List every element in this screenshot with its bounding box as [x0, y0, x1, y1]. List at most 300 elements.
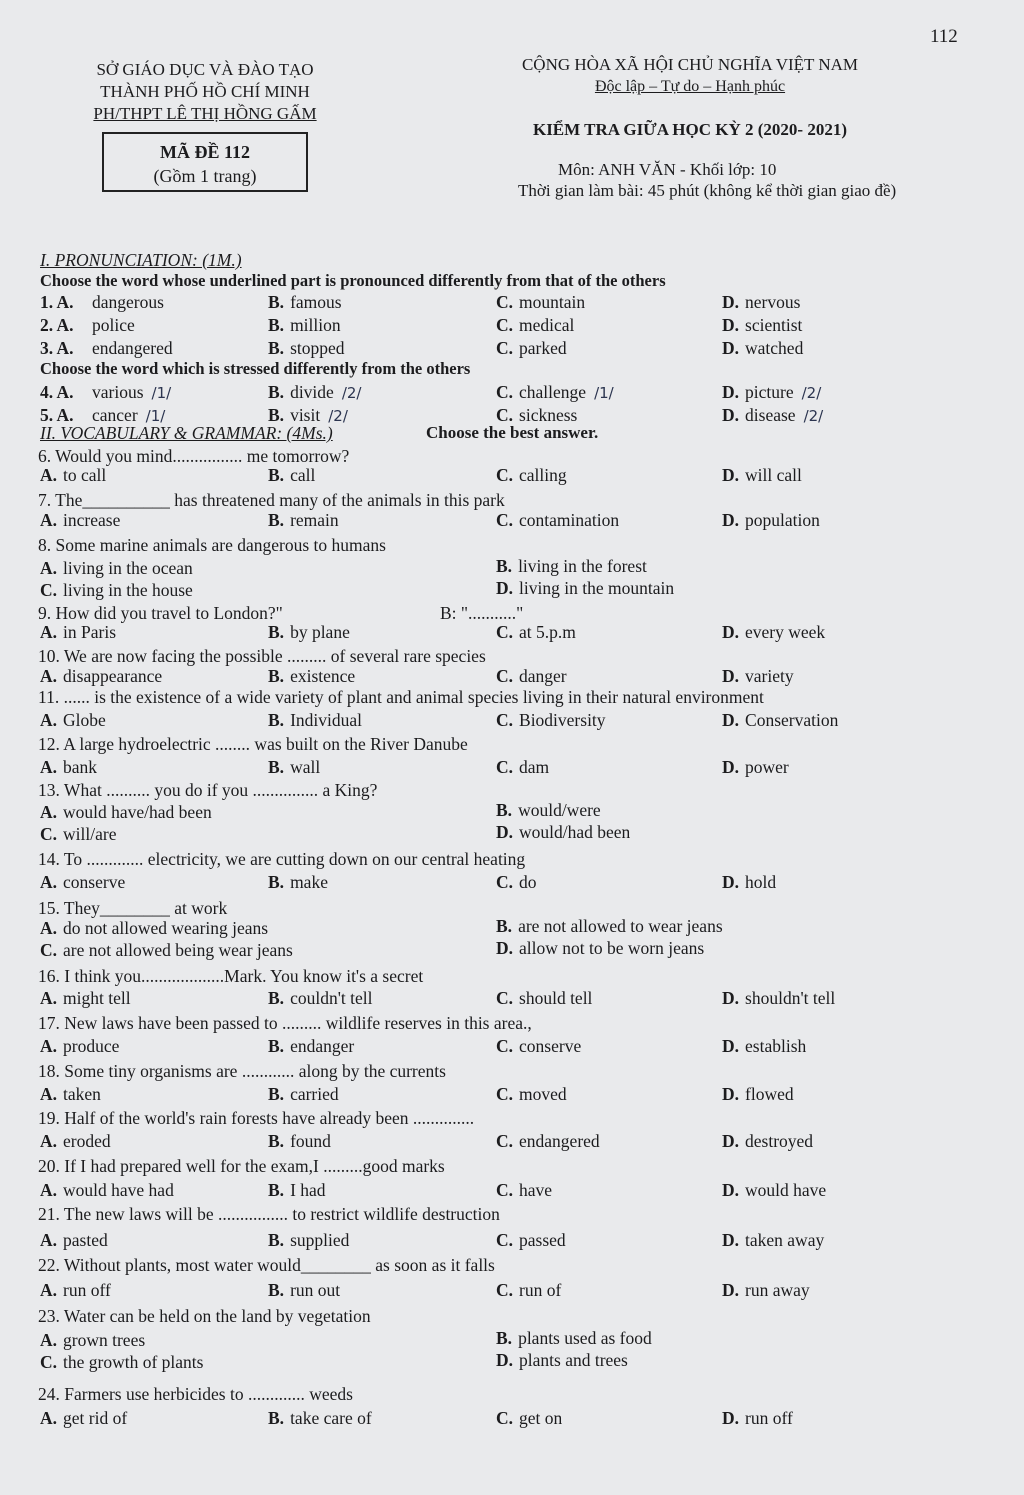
- q23-stem: 23. Water can be held on the land by vegetation: [38, 1306, 371, 1326]
- option-text: mountain: [519, 292, 586, 312]
- option-letter: D.: [722, 1280, 740, 1300]
- option-letter: B.: [268, 1408, 285, 1428]
- option-letter: B.: [268, 1280, 285, 1300]
- q16-option-c: [496, 988, 592, 1009]
- option-text: get on: [519, 1408, 563, 1428]
- q14-option-b: [268, 872, 328, 893]
- option-text: famous: [290, 292, 342, 312]
- option-letter: A.: [40, 872, 58, 892]
- option-text: run of: [519, 1280, 562, 1300]
- handwritten-mark: /2/: [341, 384, 362, 402]
- option-text: would have: [745, 1180, 827, 1200]
- q22-stem: 22. Without plants, most water would________ as soon as it falls: [38, 1255, 495, 1275]
- q5-number: 5. A.: [40, 405, 74, 425]
- option-letter: B.: [268, 382, 285, 402]
- option-letter: D.: [722, 757, 740, 777]
- q8-option-d: [496, 578, 674, 599]
- option-letter: A.: [40, 465, 58, 485]
- option-letter: D.: [722, 510, 740, 530]
- option-text: pasted: [63, 1230, 108, 1250]
- q13-stem: 13. What .......... you do if you ............... a King?: [38, 780, 378, 800]
- option-letter: C.: [496, 382, 514, 402]
- option-letter: D.: [496, 938, 514, 958]
- option-letter: B.: [268, 1084, 285, 1104]
- option-letter: D.: [722, 1230, 740, 1250]
- option-text: sickness: [519, 405, 578, 425]
- q24-option-a: [40, 1408, 127, 1429]
- q9-option-a: [40, 622, 116, 643]
- option-text: call: [290, 465, 316, 485]
- q20-stem: 20. If I had prepared well for the exam,I .........good marks: [38, 1156, 445, 1176]
- option-text: will/are: [63, 824, 117, 844]
- option-letter: C.: [496, 510, 514, 530]
- q19-option-b: [268, 1131, 331, 1152]
- option-letter: B.: [268, 1180, 285, 1200]
- option-text: calling: [519, 465, 567, 485]
- option-text: are not allowed to wear jeans: [518, 916, 723, 936]
- q14-option-a: [40, 872, 125, 893]
- option-letter: D.: [722, 1131, 740, 1151]
- q1-option-b: [268, 292, 342, 313]
- q13-option-c: [40, 824, 116, 845]
- option-text: various: [92, 382, 144, 402]
- q14-option-d: [722, 872, 776, 893]
- q23-option-c: [40, 1352, 203, 1373]
- q22-option-b: [268, 1280, 340, 1301]
- q19-stem: 19. Half of the world's rain forests have already been ..............: [38, 1108, 475, 1128]
- option-letter: A.: [40, 1036, 58, 1056]
- q16-option-a: [40, 988, 131, 1009]
- q1-option-d: [722, 292, 800, 313]
- section-2-label: II. VOCABULARY & GRAMMAR: (4Ms.): [40, 423, 333, 443]
- option-letter: A.: [40, 622, 58, 642]
- handwritten-mark: /1/: [594, 384, 614, 402]
- q15-option-b: [496, 916, 723, 937]
- option-letter: C.: [496, 315, 514, 335]
- q6-option-b: [268, 465, 315, 486]
- option-letter: C.: [496, 1280, 514, 1300]
- option-text: medical: [519, 315, 575, 335]
- option-letter: D.: [722, 315, 740, 335]
- option-letter: C.: [496, 622, 514, 642]
- q16-option-d: [722, 988, 835, 1009]
- option-letter: D.: [722, 338, 740, 358]
- option-letter: D.: [496, 822, 514, 842]
- q21-option-c: [496, 1230, 566, 1251]
- exam-code: MÃ ĐỀ 112: [160, 142, 250, 162]
- option-text: police: [92, 315, 135, 335]
- option-text: moved: [519, 1084, 567, 1104]
- q18-option-a: [40, 1084, 101, 1105]
- option-letter: B.: [496, 800, 513, 820]
- q24-option-d: [722, 1408, 793, 1429]
- option-text: wall: [290, 757, 321, 777]
- option-text: I had: [290, 1180, 326, 1200]
- option-text: will call: [745, 465, 802, 485]
- option-letter: C.: [496, 710, 514, 730]
- option-text: hold: [745, 872, 777, 892]
- dept-line2: THÀNH PHỐ HỒ CHÍ MINH: [100, 82, 310, 101]
- q5-option-d: [722, 405, 823, 426]
- option-text: destroyed: [745, 1131, 814, 1151]
- q12-option-a: [40, 757, 97, 778]
- q12-option-d: [722, 757, 789, 778]
- option-text: run away: [745, 1280, 810, 1300]
- q23-option-a: [40, 1330, 145, 1351]
- option-text: conserve: [519, 1036, 582, 1056]
- option-text: run off: [745, 1408, 793, 1428]
- option-text: population: [745, 510, 820, 530]
- option-text: do not allowed wearing jeans: [63, 918, 269, 938]
- q18-stem: 18. Some tiny organisms are ............ along by the currents: [38, 1061, 446, 1081]
- q13-option-b: [496, 800, 601, 821]
- option-text: grown trees: [63, 1330, 146, 1350]
- option-text: Conservation: [745, 710, 839, 730]
- option-letter: C.: [496, 405, 514, 425]
- option-text: challenge: [519, 382, 587, 402]
- option-letter: A.: [40, 802, 58, 822]
- q22-option-d: [722, 1280, 810, 1301]
- q4-option-b: [268, 382, 361, 403]
- q4-option-a: [92, 382, 171, 403]
- q21-stem: 21. The new laws will be ................ to restrict wildlife destruction: [38, 1204, 500, 1224]
- handwritten-mark: /1/: [145, 407, 166, 425]
- q15-stem: 15. They________ at work: [38, 898, 228, 918]
- option-text: allow not to be worn jeans: [519, 938, 705, 958]
- option-letter: D.: [722, 1036, 740, 1056]
- option-text: power: [745, 757, 789, 777]
- q12-option-b: [268, 757, 320, 778]
- q2-option-a: [92, 315, 135, 336]
- q11-option-b: [268, 710, 362, 731]
- q2-number: 2. A.: [40, 315, 74, 335]
- option-letter: D.: [496, 578, 514, 598]
- section-1-instruction-a: Choose the word whose underlined part is pronounced differently from that of the others: [40, 271, 666, 290]
- q6-option-c: [496, 465, 567, 486]
- handwritten-mark: /2/: [803, 407, 824, 425]
- q20-option-d: [722, 1180, 826, 1201]
- school-name: PH/THPT LÊ THỊ HỒNG GẤM: [93, 104, 317, 123]
- option-text: danger: [519, 666, 567, 686]
- q9-reply: B: "...........": [440, 603, 524, 623]
- option-letter: C.: [40, 824, 58, 844]
- q11-stem: 11. ...... is the existence of a wide variety of plant and animal species living in their natural environment: [38, 687, 764, 707]
- option-text: in Paris: [63, 622, 117, 642]
- option-text: conserve: [63, 872, 126, 892]
- q9-option-b: [268, 622, 350, 643]
- option-text: eroded: [63, 1131, 111, 1151]
- option-text: establish: [745, 1036, 807, 1056]
- option-text: would have/had been: [63, 802, 212, 822]
- option-text: passed: [519, 1230, 566, 1250]
- section-1-instruction-b: Choose the word which is stressed differently from the others: [40, 359, 471, 378]
- q23-option-d: [496, 1350, 628, 1371]
- q12-stem: 12. A large hydroelectric ........ was built on the River Danube: [38, 734, 468, 754]
- q24-option-b: [268, 1408, 372, 1429]
- option-letter: D.: [722, 710, 740, 730]
- option-letter: D.: [722, 872, 740, 892]
- q17-option-c: [496, 1036, 581, 1057]
- option-text: are not allowed being wear jeans: [63, 940, 293, 960]
- option-letter: A.: [40, 1131, 58, 1151]
- option-letter: B.: [268, 872, 285, 892]
- option-text: picture: [745, 382, 794, 402]
- option-text: would have had: [63, 1180, 174, 1200]
- option-letter: B.: [268, 1131, 285, 1151]
- q9-option-d: [722, 622, 825, 643]
- q19-option-a: [40, 1131, 111, 1152]
- option-letter: D.: [722, 1084, 740, 1104]
- option-letter: B.: [268, 338, 285, 358]
- q3-option-c: [496, 338, 567, 359]
- q21-option-d: [722, 1230, 824, 1251]
- q7-option-a: [40, 510, 120, 531]
- option-text: flowed: [745, 1084, 794, 1104]
- option-letter: C.: [40, 1352, 58, 1372]
- q17-option-d: [722, 1036, 806, 1057]
- option-text: million: [290, 315, 341, 335]
- handwritten-mark: /1/: [151, 384, 172, 402]
- q1-option-c: [496, 292, 585, 313]
- option-text: do: [519, 872, 537, 892]
- q16-option-b: [268, 988, 372, 1009]
- option-text: by plane: [290, 622, 350, 642]
- option-letter: A.: [40, 710, 58, 730]
- option-letter: C.: [496, 666, 514, 686]
- option-text: the growth of plants: [63, 1352, 204, 1372]
- option-text: visit: [290, 405, 321, 425]
- option-text: living in the forest: [518, 556, 647, 576]
- q7-stem: 7. The__________ has threatened many of the animals in this park: [38, 490, 505, 510]
- option-text: Individual: [290, 710, 362, 730]
- option-text: plants used as food: [518, 1328, 652, 1348]
- option-text: plants and trees: [519, 1350, 628, 1370]
- page-count: (Gồm 1 trang): [153, 166, 257, 186]
- q15-option-a: [40, 918, 268, 939]
- option-letter: A.: [40, 666, 58, 686]
- option-letter: C.: [496, 292, 514, 312]
- q18-option-d: [722, 1084, 794, 1105]
- option-text: living in the ocean: [63, 558, 193, 578]
- q9-stem: 9. How did you travel to London?": [38, 603, 283, 623]
- option-text: living in the mountain: [519, 578, 675, 598]
- q10-stem: 10. We are now facing the possible ......... of several rare species: [38, 646, 486, 666]
- option-letter: A.: [40, 1084, 58, 1104]
- option-text: would/were: [518, 800, 601, 820]
- q7-option-b: [268, 510, 339, 531]
- option-text: watched: [745, 338, 804, 358]
- option-letter: C.: [40, 580, 58, 600]
- option-letter: D.: [722, 382, 740, 402]
- option-text: get rid of: [63, 1408, 128, 1428]
- q4-option-d: [722, 382, 821, 403]
- option-text: increase: [63, 510, 121, 530]
- option-text: shouldn't tell: [745, 988, 836, 1008]
- option-letter: C.: [496, 1131, 514, 1151]
- q20-option-c: [496, 1180, 552, 1201]
- option-text: would/had been: [519, 822, 631, 842]
- option-text: dangerous: [92, 292, 164, 312]
- option-letter: A.: [40, 1330, 58, 1350]
- q6-stem: 6. Would you mind................ me tomorrow?: [38, 446, 350, 466]
- dept-line1: SỞ GIÁO DỤC VÀ ĐÀO TẠO: [96, 60, 314, 79]
- option-text: run off: [63, 1280, 111, 1300]
- option-letter: B.: [268, 1230, 285, 1250]
- option-letter: C.: [496, 988, 514, 1008]
- option-text: have: [519, 1180, 553, 1200]
- option-text: stopped: [290, 338, 345, 358]
- option-letter: C.: [40, 940, 58, 960]
- option-text: existence: [290, 666, 356, 686]
- q7-option-c: [496, 510, 619, 531]
- republic-title: CỘNG HÒA XÃ HỘI CHỦ NGHĨA VIỆT NAM: [521, 55, 859, 74]
- q11-option-a: [40, 710, 106, 731]
- option-letter: B.: [268, 405, 285, 425]
- option-letter: D.: [722, 1408, 740, 1428]
- option-text: nervous: [745, 292, 801, 312]
- option-letter: A.: [40, 1180, 58, 1200]
- q6-option-a: [40, 465, 106, 486]
- option-letter: A.: [40, 757, 58, 777]
- option-letter: A.: [40, 558, 58, 578]
- q21-option-b: [268, 1230, 349, 1251]
- option-text: endangered: [92, 338, 173, 358]
- option-letter: B.: [268, 465, 285, 485]
- option-letter: C.: [496, 465, 514, 485]
- option-letter: A.: [40, 1280, 58, 1300]
- q17-option-b: [268, 1036, 354, 1057]
- q2-option-b: [268, 315, 341, 336]
- motto: Độc lập – Tự do – Hạnh phúc: [594, 78, 786, 95]
- option-letter: A.: [40, 988, 58, 1008]
- q19-option-c: [496, 1131, 600, 1152]
- q4-number: 4. A.: [40, 382, 74, 402]
- option-letter: B.: [268, 292, 285, 312]
- option-letter: D.: [496, 1350, 514, 1370]
- q15-option-c: [40, 940, 293, 961]
- section-1-title: I. PRONUNCIATION: (1M.): [40, 250, 242, 270]
- q17-option-a: [40, 1036, 119, 1057]
- option-letter: D.: [722, 1180, 740, 1200]
- option-letter: C.: [496, 1180, 514, 1200]
- option-text: Biodiversity: [519, 710, 606, 730]
- option-letter: C.: [496, 1408, 514, 1428]
- q2-option-c: [496, 315, 574, 336]
- q3-option-b: [268, 338, 345, 359]
- handwritten-mark: /2/: [328, 407, 348, 425]
- option-letter: D.: [722, 666, 740, 686]
- option-letter: C.: [496, 1230, 514, 1250]
- q8-option-b: [496, 556, 647, 577]
- option-letter: B.: [268, 510, 285, 530]
- option-text: couldn't tell: [290, 988, 373, 1008]
- option-letter: B.: [496, 556, 513, 576]
- exam-code-box: [102, 132, 308, 192]
- option-text: taken: [63, 1084, 101, 1104]
- option-text: endangered: [519, 1131, 600, 1151]
- q7-option-d: [722, 510, 820, 531]
- option-text: found: [290, 1131, 331, 1151]
- option-letter: A.: [40, 918, 58, 938]
- option-text: supplied: [290, 1230, 350, 1250]
- option-text: Globe: [63, 710, 106, 730]
- section-2-instruction: Choose the best answer.: [426, 423, 599, 442]
- option-text: scientist: [745, 315, 803, 335]
- option-letter: B.: [268, 988, 285, 1008]
- option-text: run out: [290, 1280, 341, 1300]
- option-text: cancer: [92, 405, 138, 425]
- q8-stem: 8. Some marine animals are dangerous to humans: [38, 535, 386, 555]
- time-line: Thời gian làm bài: 45 phút (không kể thời gian giao đề): [518, 181, 897, 200]
- q24-option-c: [496, 1408, 562, 1429]
- q6-option-d: [722, 465, 802, 486]
- option-text: variety: [745, 666, 794, 686]
- q10-option-a: [40, 666, 162, 687]
- q3-option-a: [92, 338, 173, 359]
- q1-option-a: [92, 292, 164, 313]
- q14-option-c: [496, 872, 537, 893]
- option-letter: A.: [40, 1230, 58, 1250]
- option-text: carried: [290, 1084, 339, 1104]
- option-text: living in the house: [63, 580, 193, 600]
- q14-stem: 14. To ............. electricity, we are cutting down on our central heating: [38, 849, 526, 869]
- q18-option-c: [496, 1084, 567, 1105]
- option-text: every week: [745, 622, 826, 642]
- q10-option-b: [268, 666, 355, 687]
- option-letter: D.: [722, 622, 740, 642]
- option-text: parked: [519, 338, 567, 358]
- q19-option-d: [722, 1131, 813, 1152]
- option-letter: B.: [268, 757, 285, 777]
- q15-option-d: [496, 938, 704, 959]
- q10-option-c: [496, 666, 567, 687]
- q21-option-a: [40, 1230, 108, 1251]
- option-letter: B.: [268, 666, 285, 686]
- option-text: contamination: [519, 510, 620, 530]
- q20-option-a: [40, 1180, 174, 1201]
- option-text: take care of: [290, 1408, 372, 1428]
- q11-option-c: [496, 710, 606, 731]
- q8-option-c: [40, 580, 193, 601]
- option-text: disappearance: [63, 666, 163, 686]
- option-letter: B.: [268, 710, 285, 730]
- option-letter: C.: [496, 338, 514, 358]
- q24-stem: 24. Farmers use herbicides to ............. weeds: [38, 1384, 353, 1404]
- option-text: divide: [290, 382, 334, 402]
- option-text: produce: [63, 1036, 120, 1056]
- q2-option-d: [722, 315, 802, 336]
- option-letter: C.: [496, 757, 514, 777]
- option-letter: B.: [268, 1036, 285, 1056]
- q12-option-c: [496, 757, 549, 778]
- option-text: should tell: [519, 988, 593, 1008]
- option-text: to call: [63, 465, 107, 485]
- option-letter: D.: [722, 988, 740, 1008]
- section-2-title: [40, 423, 333, 444]
- q4-option-c: [496, 382, 614, 403]
- q11-option-d: [722, 710, 838, 731]
- q16-stem: 16. I think you...................Mark. You know it's a secret: [38, 966, 424, 986]
- option-text: make: [290, 872, 328, 892]
- option-text: might tell: [63, 988, 131, 1008]
- exam-title: KIỂM TRA GIỮA HỌC KỲ 2 (2020- 2021): [532, 120, 848, 139]
- option-letter: C.: [496, 1084, 514, 1104]
- option-text: endanger: [290, 1036, 355, 1056]
- option-letter: D.: [722, 465, 740, 485]
- option-letter: A.: [40, 1408, 58, 1428]
- page-number: 112: [930, 26, 958, 47]
- option-letter: B.: [496, 1328, 513, 1348]
